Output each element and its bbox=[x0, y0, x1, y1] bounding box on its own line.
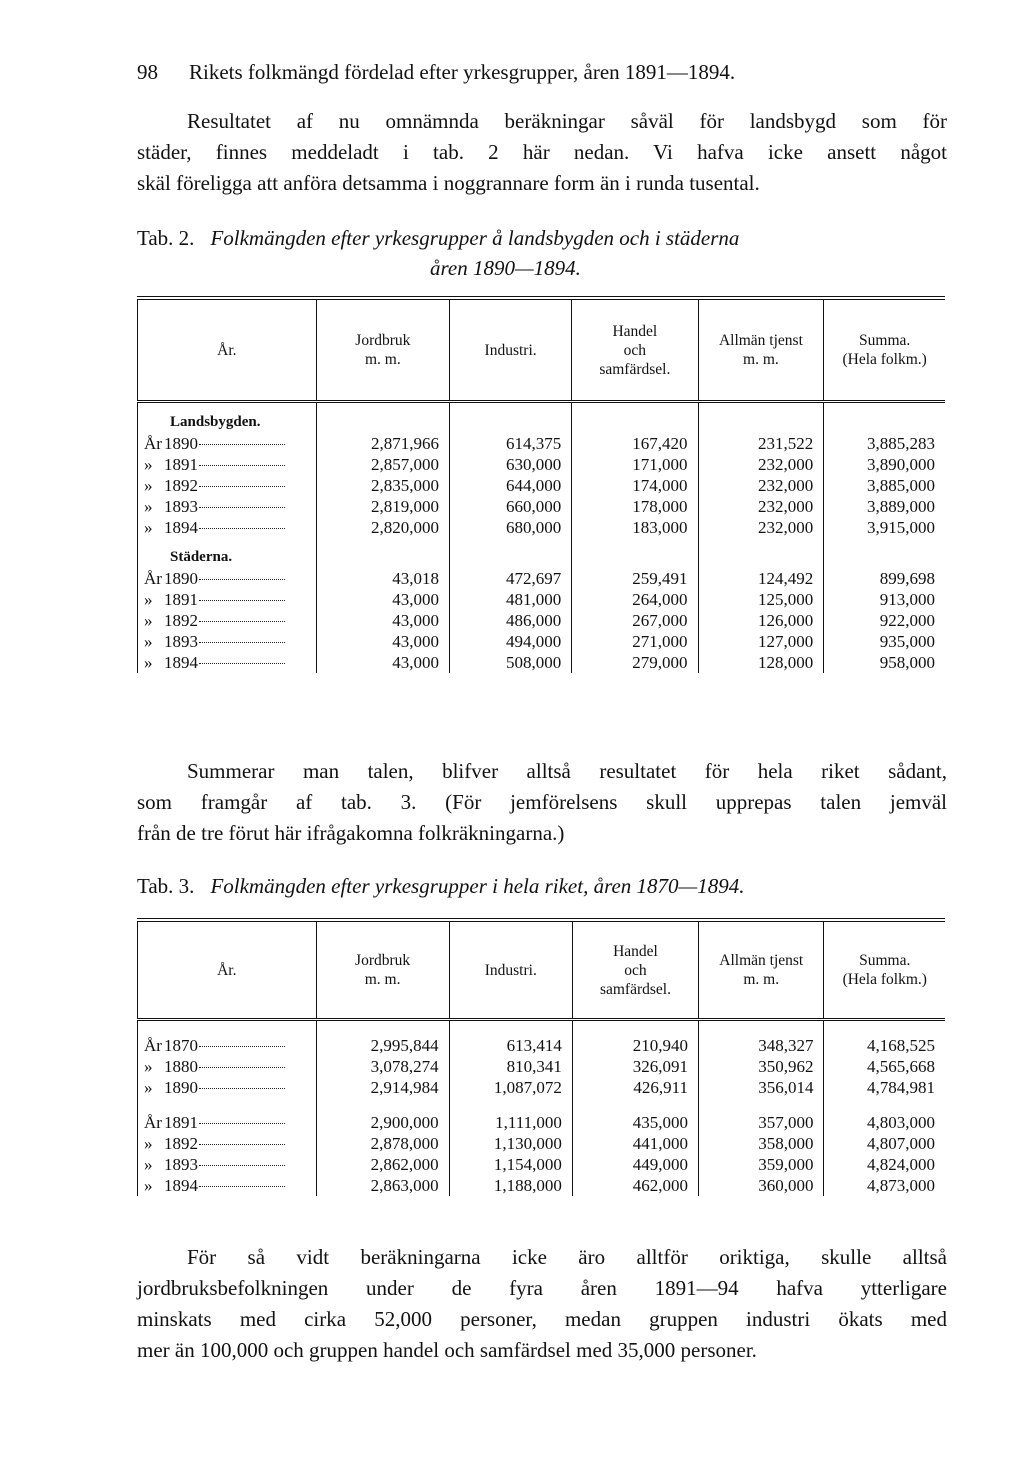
value-cell: 2,862,000 bbox=[316, 1154, 449, 1175]
table3-body bbox=[138, 1020, 946, 1197]
table-row bbox=[138, 1154, 946, 1175]
value-cell: 494,000 bbox=[450, 631, 572, 652]
value-cell: 326,091 bbox=[572, 1056, 698, 1077]
value-cell: 1,188,000 bbox=[449, 1175, 572, 1196]
value-cell: 359,000 bbox=[699, 1154, 824, 1175]
table-row bbox=[138, 475, 946, 496]
leader-dots bbox=[199, 642, 285, 643]
value-cell: 3,915,000 bbox=[824, 517, 945, 538]
year-prefix: » bbox=[144, 476, 153, 495]
year-cell bbox=[138, 631, 317, 652]
table-row bbox=[138, 631, 946, 652]
column-header-1-line2: m. m. bbox=[364, 351, 401, 368]
year-value: 1892 bbox=[164, 476, 198, 495]
value-cell: 3,078,274 bbox=[316, 1056, 449, 1077]
table3-header-row bbox=[138, 920, 946, 1020]
column-header-4 bbox=[698, 298, 824, 402]
value-cell: 231,522 bbox=[698, 433, 824, 454]
value-cell: 4,565,668 bbox=[824, 1056, 945, 1077]
value-cell: 4,168,525 bbox=[824, 1035, 945, 1056]
table-row bbox=[138, 1112, 946, 1133]
closing-line-4: mer än 100,000 och gruppen handel och samfärdsel med 35,000 personer. bbox=[137, 1338, 757, 1362]
table2-body bbox=[138, 402, 946, 674]
column-header-1-line2: m. m. bbox=[364, 971, 401, 988]
value-cell: 660,000 bbox=[450, 496, 572, 517]
year-cell bbox=[138, 1035, 317, 1056]
year-prefix: » bbox=[144, 518, 153, 537]
closing-line-2: jordbruksbefolkningen under de fyra åren 1891—94 hafva ytterligare bbox=[137, 1276, 947, 1300]
value-cell: 2,857,000 bbox=[316, 454, 449, 475]
column-header-0 bbox=[138, 920, 317, 1020]
empty-cell bbox=[824, 402, 945, 434]
table3-title: Folkmängden efter yrkesgrupper i hela riket, åren 1870—1894. bbox=[210, 874, 745, 898]
table-row bbox=[138, 496, 946, 517]
value-cell: 357,000 bbox=[699, 1112, 824, 1133]
section-label: Landsbygden. bbox=[138, 402, 317, 434]
value-cell: 178,000 bbox=[572, 496, 698, 517]
value-cell: 913,000 bbox=[824, 589, 945, 610]
value-cell: 358,000 bbox=[699, 1133, 824, 1154]
year-cell bbox=[138, 1154, 317, 1175]
gap-row bbox=[138, 1020, 946, 1036]
column-header-3-line2: och bbox=[623, 341, 647, 359]
empty-cell bbox=[316, 1020, 449, 1036]
intro-line-3: skäl föreligga att anföra detsamma i noggrannare form än i runda tusental. bbox=[137, 171, 760, 195]
year-value: 1892 bbox=[164, 611, 198, 630]
column-header-3-line1: Handel bbox=[613, 942, 658, 960]
value-cell: 1,111,000 bbox=[449, 1112, 572, 1133]
table-row bbox=[138, 589, 946, 610]
value-cell: 267,000 bbox=[572, 610, 698, 631]
leader-dots bbox=[199, 1144, 285, 1145]
value-cell: 356,014 bbox=[699, 1077, 824, 1098]
year-value: 1894 bbox=[164, 518, 198, 537]
table3-caption bbox=[137, 874, 947, 899]
value-cell: 43,000 bbox=[316, 610, 449, 631]
empty-cell bbox=[824, 538, 945, 568]
year-prefix: År bbox=[144, 1036, 162, 1055]
value-cell: 481,000 bbox=[450, 589, 572, 610]
table2-title-line2: åren 1890—1894. bbox=[430, 256, 581, 280]
value-cell: 810,341 bbox=[449, 1056, 572, 1077]
column-header-0-line1: År. bbox=[217, 341, 237, 359]
year-cell bbox=[138, 1077, 317, 1098]
value-cell: 4,803,000 bbox=[824, 1112, 945, 1133]
value-cell: 508,000 bbox=[450, 652, 572, 673]
column-header-4-line2: m. m. bbox=[743, 971, 780, 988]
section-label: Städerna. bbox=[138, 538, 317, 568]
column-header-3-line1: Handel bbox=[612, 322, 658, 340]
year-cell bbox=[138, 454, 317, 475]
column-header-1 bbox=[316, 298, 449, 402]
column-header-0 bbox=[138, 298, 317, 402]
value-cell: 1,154,000 bbox=[449, 1154, 572, 1175]
table-row bbox=[138, 568, 946, 589]
value-cell: 2,900,000 bbox=[316, 1112, 449, 1133]
empty-cell bbox=[449, 1020, 572, 1036]
year-prefix: » bbox=[144, 653, 153, 672]
year-value: 1891 bbox=[164, 1113, 198, 1132]
table-row bbox=[138, 1035, 946, 1056]
value-cell: 4,784,981 bbox=[824, 1077, 945, 1098]
value-cell: 232,000 bbox=[698, 496, 824, 517]
leader-dots bbox=[199, 507, 285, 508]
empty-cell bbox=[824, 1098, 945, 1112]
value-cell: 441,000 bbox=[572, 1133, 698, 1154]
leader-dots bbox=[199, 486, 285, 487]
middle-paragraph bbox=[137, 756, 947, 849]
closing-line-3: minskats med cirka 52,000 personer, medan gruppen industri ökats med bbox=[137, 1307, 947, 1331]
value-cell: 935,000 bbox=[824, 631, 945, 652]
middle-line-3: från de tre förut här ifrågakomna folkräkningarna.) bbox=[137, 821, 565, 845]
leader-dots bbox=[199, 579, 285, 580]
year-prefix: » bbox=[144, 590, 153, 609]
year-cell bbox=[138, 652, 317, 673]
value-cell: 2,871,966 bbox=[316, 433, 449, 454]
value-cell: 1,087,072 bbox=[449, 1077, 572, 1098]
year-cell bbox=[138, 610, 317, 631]
running-title: Rikets folkmängd fördelad efter yrkesgrupper, åren 1891—1894. bbox=[189, 60, 736, 84]
value-cell: 43,018 bbox=[316, 568, 449, 589]
closing-line-1: För så vidt beräkningarna icke äro alltför oriktiga, skulle alltså bbox=[187, 1245, 947, 1269]
table2-label: Tab. 2. bbox=[137, 226, 195, 250]
value-cell: 958,000 bbox=[824, 652, 945, 673]
value-cell: 486,000 bbox=[450, 610, 572, 631]
value-cell: 259,491 bbox=[572, 568, 698, 589]
column-header-3 bbox=[572, 920, 698, 1020]
value-cell: 2,995,844 bbox=[316, 1035, 449, 1056]
empty-cell bbox=[572, 538, 698, 568]
value-cell: 3,885,283 bbox=[824, 433, 945, 454]
year-cell bbox=[138, 1056, 317, 1077]
leader-dots bbox=[199, 1123, 285, 1124]
table2-caption bbox=[137, 226, 947, 251]
column-header-5-line1: Summa. bbox=[859, 332, 911, 349]
empty-cell bbox=[316, 402, 449, 434]
value-cell: 462,000 bbox=[572, 1175, 698, 1196]
year-cell bbox=[138, 1175, 317, 1196]
empty-cell bbox=[699, 1020, 824, 1036]
year-prefix: » bbox=[144, 1134, 153, 1153]
year-prefix: År bbox=[144, 1113, 162, 1132]
section-row bbox=[138, 538, 946, 568]
year-value: 1894 bbox=[164, 653, 198, 672]
value-cell: 449,000 bbox=[572, 1154, 698, 1175]
leader-dots bbox=[199, 465, 285, 466]
value-cell: 4,824,000 bbox=[824, 1154, 945, 1175]
value-cell: 922,000 bbox=[824, 610, 945, 631]
column-header-3-line2: och bbox=[624, 961, 647, 979]
value-cell: 2,819,000 bbox=[316, 496, 449, 517]
value-cell: 1,130,000 bbox=[449, 1133, 572, 1154]
value-cell: 210,940 bbox=[572, 1035, 698, 1056]
value-cell: 3,885,000 bbox=[824, 475, 945, 496]
year-value: 1893 bbox=[164, 497, 198, 516]
table-row bbox=[138, 517, 946, 538]
year-cell bbox=[138, 475, 317, 496]
column-header-5 bbox=[824, 298, 945, 402]
empty-cell bbox=[572, 1098, 698, 1112]
year-prefix: » bbox=[144, 1078, 153, 1097]
table-row bbox=[138, 1133, 946, 1154]
value-cell: 4,873,000 bbox=[824, 1175, 945, 1196]
column-header-2-line1: Industri. bbox=[484, 961, 537, 979]
table-row bbox=[138, 610, 946, 631]
table-row bbox=[138, 1077, 946, 1098]
value-cell: 128,000 bbox=[698, 652, 824, 673]
value-cell: 271,000 bbox=[572, 631, 698, 652]
value-cell: 279,000 bbox=[572, 652, 698, 673]
closing-paragraph bbox=[137, 1242, 947, 1366]
year-prefix: » bbox=[144, 455, 153, 474]
empty-cell bbox=[699, 1098, 824, 1112]
year-value: 1880 bbox=[164, 1057, 198, 1076]
year-prefix: » bbox=[144, 1176, 153, 1195]
value-cell: 183,000 bbox=[572, 517, 698, 538]
value-cell: 171,000 bbox=[572, 454, 698, 475]
leader-dots bbox=[199, 528, 285, 529]
intro-line-1: Resultatet af nu omnämnda beräkningar såväl för landsbygd som för bbox=[187, 109, 947, 133]
year-prefix: » bbox=[144, 611, 153, 630]
table-row bbox=[138, 454, 946, 475]
value-cell: 426,911 bbox=[572, 1077, 698, 1098]
column-header-3-line3: samfärdsel. bbox=[599, 980, 671, 998]
column-header-2 bbox=[449, 920, 572, 1020]
year-value: 1890 bbox=[164, 569, 198, 588]
value-cell: 614,375 bbox=[450, 433, 572, 454]
intro-paragraph bbox=[137, 106, 947, 199]
column-header-2-line1: Industri. bbox=[484, 341, 537, 359]
value-cell: 3,890,000 bbox=[824, 454, 945, 475]
value-cell: 127,000 bbox=[698, 631, 824, 652]
year-prefix: » bbox=[144, 1057, 153, 1076]
column-header-5-line2: (Hela folkm.) bbox=[842, 971, 927, 988]
year-prefix: År bbox=[144, 569, 162, 588]
year-prefix: » bbox=[144, 497, 153, 516]
gap-cell bbox=[138, 1098, 317, 1112]
value-cell: 4,807,000 bbox=[824, 1133, 945, 1154]
empty-cell bbox=[316, 538, 449, 568]
year-value: 1890 bbox=[164, 434, 198, 453]
empty-cell bbox=[316, 1098, 449, 1112]
year-value: 1894 bbox=[164, 1176, 198, 1195]
leader-dots bbox=[199, 1046, 285, 1047]
column-header-1-line1: Jordbruk bbox=[355, 332, 411, 349]
value-cell: 680,000 bbox=[450, 517, 572, 538]
leader-dots bbox=[199, 1165, 285, 1166]
table2-header-row bbox=[138, 298, 946, 402]
leader-dots bbox=[199, 1088, 285, 1089]
column-header-1 bbox=[316, 920, 449, 1020]
leader-dots bbox=[199, 600, 285, 601]
running-header bbox=[137, 60, 947, 85]
value-cell: 43,000 bbox=[316, 631, 449, 652]
column-header-4-line2: m. m. bbox=[743, 351, 779, 368]
gap-cell bbox=[138, 1020, 317, 1036]
column-header-4-line1: Allmän tjenst bbox=[718, 332, 803, 349]
leader-dots bbox=[199, 621, 285, 622]
table2-title: Folkmängden efter yrkesgrupper å landsbygden och i städerna bbox=[210, 226, 740, 250]
table-row bbox=[138, 1175, 946, 1196]
year-prefix: » bbox=[144, 1155, 153, 1174]
value-cell: 174,000 bbox=[572, 475, 698, 496]
year-value: 1870 bbox=[164, 1036, 198, 1055]
year-cell bbox=[138, 568, 317, 589]
year-cell bbox=[138, 433, 317, 454]
column-header-4 bbox=[699, 920, 824, 1020]
year-value: 1893 bbox=[164, 1155, 198, 1174]
value-cell: 613,414 bbox=[449, 1035, 572, 1056]
value-cell: 350,962 bbox=[699, 1056, 824, 1077]
year-prefix: » bbox=[144, 632, 153, 651]
column-header-1-line1: Jordbruk bbox=[355, 952, 411, 969]
value-cell: 630,000 bbox=[450, 454, 572, 475]
section-row bbox=[138, 402, 946, 434]
value-cell: 264,000 bbox=[572, 589, 698, 610]
value-cell: 43,000 bbox=[316, 589, 449, 610]
column-header-2 bbox=[450, 298, 572, 402]
empty-cell bbox=[824, 1020, 945, 1036]
year-cell bbox=[138, 589, 317, 610]
value-cell: 2,863,000 bbox=[316, 1175, 449, 1196]
value-cell: 124,492 bbox=[698, 568, 824, 589]
year-value: 1893 bbox=[164, 632, 198, 651]
middle-line-2: som framgår af tab. 3. (För jemförelsens skull upprepas talen jemväl bbox=[137, 790, 947, 814]
value-cell: 126,000 bbox=[698, 610, 824, 631]
table-row bbox=[138, 433, 946, 454]
empty-cell bbox=[698, 538, 824, 568]
column-header-5-line2: (Hela folkm.) bbox=[842, 351, 927, 368]
column-header-0-line1: År. bbox=[217, 961, 237, 979]
table2 bbox=[137, 296, 945, 673]
value-cell: 899,698 bbox=[824, 568, 945, 589]
column-header-3-line3: samfärdsel. bbox=[599, 360, 671, 378]
leader-dots bbox=[199, 444, 285, 445]
value-cell: 2,914,984 bbox=[316, 1077, 449, 1098]
value-cell: 167,420 bbox=[572, 433, 698, 454]
year-value: 1890 bbox=[164, 1078, 198, 1097]
column-header-4-line1: Allmän tjenst bbox=[719, 952, 804, 969]
value-cell: 2,878,000 bbox=[316, 1133, 449, 1154]
year-value: 1891 bbox=[164, 455, 198, 474]
empty-cell bbox=[449, 1098, 572, 1112]
value-cell: 125,000 bbox=[698, 589, 824, 610]
table-row bbox=[138, 652, 946, 673]
year-value: 1892 bbox=[164, 1134, 198, 1153]
intro-line-2: städer, finnes meddeladt i tab. 2 här nedan. Vi hafva icke ansett något bbox=[137, 140, 947, 164]
year-value: 1891 bbox=[164, 590, 198, 609]
value-cell: 2,820,000 bbox=[316, 517, 449, 538]
value-cell: 435,000 bbox=[572, 1112, 698, 1133]
year-cell bbox=[138, 1112, 317, 1133]
year-prefix: År bbox=[144, 434, 162, 453]
empty-cell bbox=[450, 402, 572, 434]
value-cell: 348,327 bbox=[699, 1035, 824, 1056]
year-cell bbox=[138, 496, 317, 517]
column-header-3 bbox=[572, 298, 698, 402]
leader-dots bbox=[199, 1186, 285, 1187]
column-header-5-line1: Summa. bbox=[859, 952, 911, 969]
value-cell: 360,000 bbox=[699, 1175, 824, 1196]
year-cell bbox=[138, 517, 317, 538]
table3-label: Tab. 3. bbox=[137, 874, 195, 898]
value-cell: 43,000 bbox=[316, 652, 449, 673]
value-cell: 232,000 bbox=[698, 475, 824, 496]
table3 bbox=[137, 918, 945, 1196]
year-cell bbox=[138, 1133, 317, 1154]
empty-cell bbox=[450, 538, 572, 568]
value-cell: 472,697 bbox=[450, 568, 572, 589]
empty-cell bbox=[572, 1020, 698, 1036]
empty-cell bbox=[698, 402, 824, 434]
value-cell: 2,835,000 bbox=[316, 475, 449, 496]
leader-dots bbox=[199, 663, 285, 664]
table-row bbox=[138, 1056, 946, 1077]
value-cell: 232,000 bbox=[698, 517, 824, 538]
column-header-5 bbox=[824, 920, 945, 1020]
value-cell: 644,000 bbox=[450, 475, 572, 496]
value-cell: 3,889,000 bbox=[824, 496, 945, 517]
middle-line-1: Summerar man talen, blifver alltså resultatet för hela riket sådant, bbox=[187, 759, 947, 783]
empty-cell bbox=[572, 402, 698, 434]
leader-dots bbox=[199, 1067, 285, 1068]
gap-row bbox=[138, 1098, 946, 1112]
page-number: 98 bbox=[137, 60, 158, 84]
value-cell: 232,000 bbox=[698, 454, 824, 475]
